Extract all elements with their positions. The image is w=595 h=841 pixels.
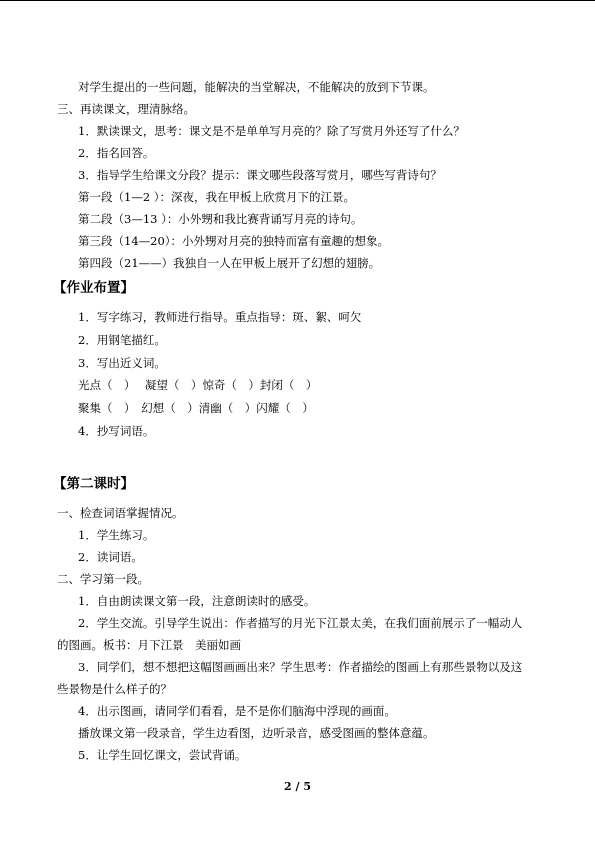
text-line-19: 1．学生练习。 — [78, 528, 155, 542]
text-line-11: 1．写字练习，教师进行指导。重点指导：斑、絮、呵欠 — [78, 310, 362, 324]
text-line-20: 2．读词语。 — [78, 550, 143, 564]
text-line-22: 1．自由朗读课文第一段，注意朗读时的感受。 — [78, 594, 316, 608]
text-line-5: 3．指导学生给课文分段？提示：课文哪些段落写赏月，哪些写背诗句？ — [78, 168, 442, 182]
text-line-28: 播放课文第一段录音，学生边看图，边听录音，感受图画的整体意蕴。 — [78, 726, 435, 740]
text-line-13: 3．写出近义词。 — [78, 356, 166, 370]
text-line-3: 1．默读课文，思考：课文是不是单单写月亮的？除了写赏月外还写了什么？ — [78, 124, 465, 138]
page-number: 2 / 5 — [284, 780, 311, 793]
text-line-29: 5．让学生回忆课文，尝试背诵。 — [78, 748, 247, 762]
text-line-9: 第四段（21——）我独自一人在甲板上展开了幻想的翅膀。 — [78, 256, 381, 270]
text-line-16: 4．抄写词语。 — [78, 424, 155, 438]
text-line-1: 对学生提出的一些问题，能解决的当堂解决，不能解决的放到下节课。 — [78, 80, 435, 94]
text-line-6: 第一段（1—2 ）：深夜，我在甲板上欣赏月下的江景。 — [78, 190, 356, 204]
text-line-26: 些景物是什么样子的？ — [57, 682, 172, 696]
homework-heading: 【作业布置】 — [53, 280, 134, 296]
text-line-27: 4．出示图画，请同学们看看，是不是你们脑海中浮现的画面。 — [78, 704, 396, 718]
text-line-7: 第二段（3—13 ）：小外甥和我比赛背诵写月亮的诗句。 — [78, 212, 363, 226]
synonym-row-1: 光点（ ） 凝望（ ）惊奇（ ）封闭（ ） — [78, 378, 318, 392]
text-line-23: 2．学生交流。引导学生说出：作者描写的月光下江景太美，在我们面前展示了一幅动人 — [78, 616, 523, 630]
text-line-8: 第三段（14—20）：小外甥对月亮的独特而富有童趣的想象。 — [78, 234, 390, 248]
header-rule — [0, 0, 595, 1]
section-heading-3: 三、再读课文，理清脉络。 — [57, 102, 195, 116]
synonym-row-2: 聚集（ ） 幻想（ ）清幽（ ）闪耀（ ） — [78, 401, 314, 415]
section-heading-1: 一、检查词语掌握情况。 — [57, 506, 184, 520]
second-lesson-heading: 【第二课时】 — [53, 476, 134, 492]
text-line-12: 2．用钢笔描红。 — [78, 333, 166, 347]
section-heading-2: 二、学习第一段。 — [57, 572, 149, 586]
text-line-25: 3．同学们，想不想把这幅图画画出来？学生思考：作者描绘的图画上有那些景物以及这 — [78, 660, 523, 674]
text-line-24: 的图画。板书：月下江景 美丽如画 — [57, 638, 241, 652]
text-line-4: 2．指名回答。 — [78, 146, 155, 160]
